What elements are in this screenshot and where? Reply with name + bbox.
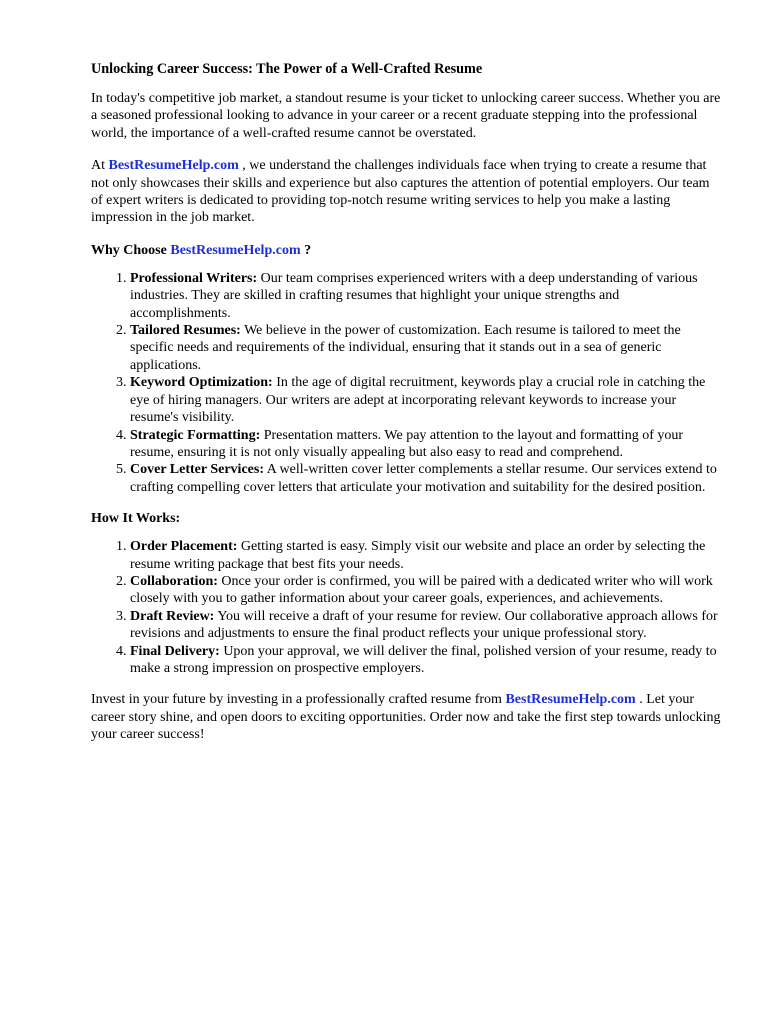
list-item-term: Order Placement:	[130, 539, 238, 555]
why-heading-suffix: ?	[300, 242, 312, 258]
why-choose-list	[91, 270, 721, 496]
closing-site-link[interactable]: BestResumeHelp.com	[505, 692, 636, 708]
list-item-term: Draft Review:	[130, 608, 215, 624]
list-item-text: Our team comprises experienced writers with a deep understanding of various industries. They are skilled in crafting resumes that highlight your unique strengths and accomplishments.	[130, 270, 698, 321]
why-heading-prefix: Why Choose	[91, 242, 171, 258]
list-item	[130, 322, 721, 374]
intro-paragraph: In today's competitive job market, a standout resume is your ticket to unlocking career success. Whether you are a seasoned professional looking to advance in your career or a recent graduate stepping into the professional world, the importance of a well-crafted resume cannot be overstated.	[91, 91, 721, 141]
why-heading-site-link[interactable]: BestResumeHelp.com	[170, 242, 301, 258]
list-item-term: Cover Letter Services:	[130, 462, 264, 478]
list-item-term: Strategic Formatting:	[130, 427, 261, 443]
list-item-text: A well-written cover letter complements a stellar resume. Our services extend to crafting compelling cover letters that articulate your motivation and suitability for the desired position.	[130, 462, 717, 495]
list-item	[130, 608, 721, 643]
about-site-link[interactable]: BestResumeHelp.com	[108, 158, 239, 174]
list-item	[130, 270, 721, 322]
list-item	[130, 461, 721, 496]
list-item-term: Professional Writers:	[130, 270, 258, 286]
list-item-text: Upon your approval, we will deliver the final, polished version of your resume, ready to make a strong impression on prospective employers.	[130, 643, 717, 676]
closing-prefix: Invest in your future by investing in a professionally crafted resume from	[91, 692, 506, 708]
closing-paragraph	[91, 691, 721, 743]
list-item-term: Keyword Optimization:	[130, 375, 273, 391]
list-item-text: You will receive a draft of your resume for review. Our collaborative approach allows for revisions and adjustments to ensure the final product reflects your unique professional story.	[130, 608, 718, 642]
list-item-term: Collaboration:	[130, 573, 218, 589]
about-paragraph	[91, 157, 721, 227]
list-item-text: In the age of digital recruitment, keywords play a crucial role in catching the eye of hiring managers. Our writers are adept at incorporating relevant keywords to increase your resume's visibility.	[130, 375, 706, 426]
closing-text: . Let your career story shine, and open doors to exciting opportunities. Order now and take the first step towards unlocking your career success!	[91, 692, 721, 743]
list-item	[130, 643, 721, 678]
list-item	[130, 538, 721, 573]
document-page	[91, 60, 721, 759]
list-item-text: We believe in the power of customization. Each resume is tailored to meet the specific needs and requirements of the individual, ensuring that it stands out in a sea of generic applications.	[130, 323, 681, 373]
how-it-works-list	[91, 538, 721, 677]
list-item-term: Final Delivery:	[130, 643, 220, 659]
list-item	[130, 427, 721, 462]
why-choose-heading	[91, 242, 721, 260]
about-text: , we understand the challenges individuals face when trying to create a resume that not only showcases their skills and experience but also captures the attention of potential employers. Our team of expert writers is dedicated to providing top-notch resume writing services to help you make a lasting impression in the job market.	[91, 158, 710, 226]
how-it-works-heading: How It Works:	[91, 511, 181, 527]
list-item-text: Getting started is easy. Simply visit our website and place an order by selecting the resume writing package that best fits your needs.	[130, 539, 706, 572]
list-item	[130, 374, 721, 426]
list-item-text: Presentation matters. We pay attention to the layout and formatting of your resume, ensuring it is not only visually appealing but also easy to read and comprehend.	[130, 427, 684, 460]
list-item-term: Tailored Resumes:	[130, 323, 241, 339]
document-title: Unlocking Career Success: The Power of a Well-Crafted Resume	[91, 61, 483, 77]
list-item-text: Once your order is confirmed, you will be paired with a dedicated writer who will work closely with you to gather information about your career goals, experiences, and achievements.	[130, 573, 713, 607]
list-item	[130, 573, 721, 608]
about-prefix: At	[91, 158, 109, 174]
